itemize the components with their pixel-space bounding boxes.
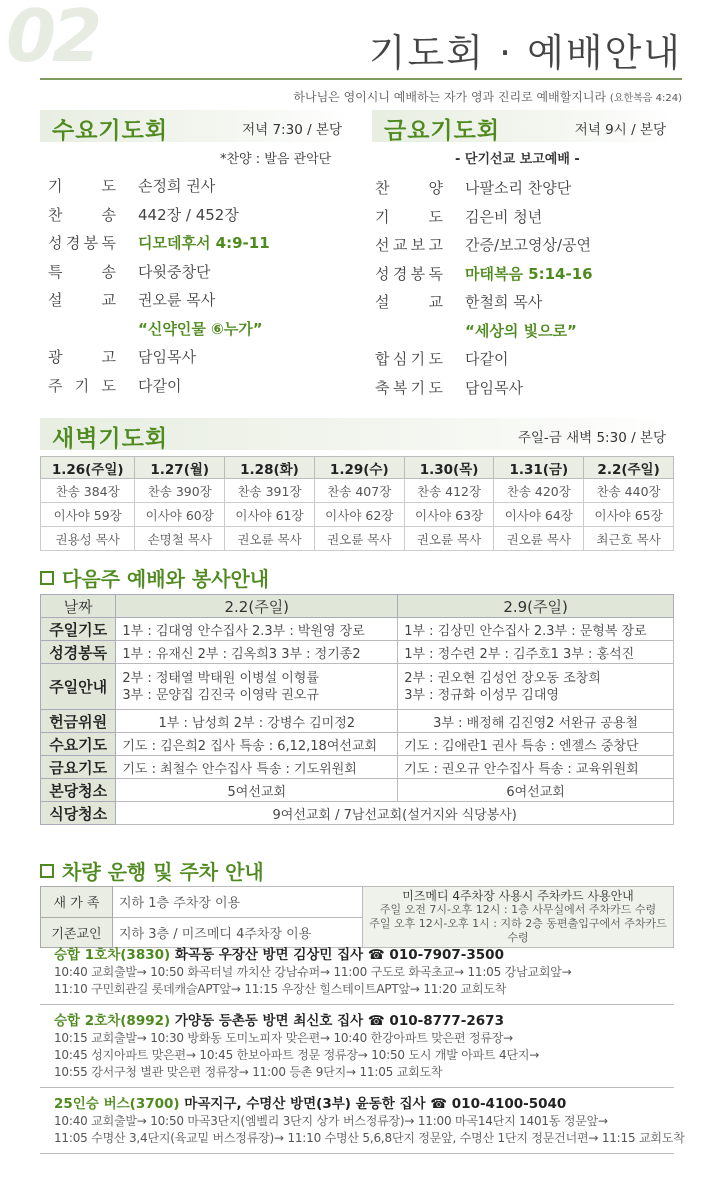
dawn-cell: 찬송 440장 <box>584 479 674 503</box>
order-row <box>375 177 675 201</box>
order-value: 김은비 청년 <box>465 207 543 226</box>
wednesday-title: 수요기도회 <box>52 118 169 144</box>
friday-title: 금요기도회 <box>384 118 501 144</box>
row-label: 헌금위원 <box>41 710 116 733</box>
cell: 1부 : 김상민 안수집사 2.3부 : 문형복 장로 <box>398 618 674 641</box>
cell: 기도 : 김애란1 권사 특송 : 엔젤스 중창단 <box>398 733 674 756</box>
bus-name: 승합 2호차(8992) <box>54 1013 171 1029</box>
order-row <box>48 175 348 199</box>
friday-note: - 단기선교 보고예배 - <box>455 152 580 167</box>
order-value: 담임목사 <box>138 348 196 366</box>
bus-stop-line: 10:55 강서구청 별관 맞은편 정류장→ 11:00 등촌 9단지→ 11:05 교회도착 <box>54 1065 443 1079</box>
order-value: 담임목사 <box>465 378 523 397</box>
table-row <box>41 802 674 825</box>
cell: 5여선교회 <box>116 779 398 802</box>
order-label: 찬 양 <box>375 179 443 197</box>
dawn-cell: 권오륜 목사 <box>404 527 494 551</box>
bus-route-header <box>54 1092 566 1112</box>
order-value: 다같이 <box>465 350 509 368</box>
order-label: 성 경 봉 독 <box>48 234 116 252</box>
bus-stop-line: 10:40 교회출발→ 10:50 마곡3단지(엠벨리 3단지 상가 버스정류장)→ 11:00 마곡14단지 1401동 정문앞→ <box>54 1114 608 1128</box>
dawn-cell: 이사야 62장 <box>314 503 404 527</box>
date-header-1: 2.2(주일) <box>116 595 398 618</box>
row-label: 수요기도 <box>41 733 116 756</box>
table-row <box>41 733 674 756</box>
order-value: 간증/보고영상/공연 <box>465 236 592 254</box>
bus-route-area: 화곡동 우장산 방면 <box>170 947 294 963</box>
checkbox-square-icon <box>40 571 54 585</box>
page-title: 기도회 · 예배안내 <box>368 31 682 75</box>
dawn-cell: 손명철 목사 <box>135 527 225 551</box>
wednesday-section-header <box>40 110 350 142</box>
table-row <box>41 641 674 664</box>
table-row <box>41 618 674 641</box>
order-row <box>48 346 348 370</box>
dawn-cell: 찬송 420장 <box>494 479 584 503</box>
bus-route-block <box>40 1092 685 1154</box>
order-row <box>375 263 675 287</box>
order-row <box>375 348 675 372</box>
dawn-title: 새벽기도회 <box>52 426 169 452</box>
bus-route-header <box>54 943 504 963</box>
row-label: 주일안내 <box>41 664 116 710</box>
dawn-cell: 이사야 61장 <box>225 503 315 527</box>
order-row <box>375 320 675 344</box>
bus-driver-contact: 김상민 집사 ☎ 010-7907-3500 <box>293 947 504 963</box>
row-label: 성경봉독 <box>41 641 116 664</box>
order-value: 한철희 목사 <box>465 293 543 311</box>
order-value: 손정희 권사 <box>138 177 216 195</box>
cell: 3부 : 배정해 김진영2 서완규 공용철 <box>398 710 674 733</box>
parking-heading: 차량 운행 및 주차 안내 <box>40 856 264 885</box>
date-header-2: 2.9(주일) <box>398 595 674 618</box>
order-value: “신약인물 ⑥누가” <box>138 319 263 338</box>
dawn-cell: 이사야 63장 <box>404 503 494 527</box>
dawn-cell: 이사야 64장 <box>494 503 584 527</box>
order-row <box>375 234 675 258</box>
order-value: 권오륜 목사 <box>138 291 216 309</box>
bus-stop-line: 10:45 성지아파트 맞은편→ 10:45 한보아파트 정문 정류장→ 10:50 도시 개발 아파트 4단지→ <box>54 1048 540 1062</box>
order-value: 나팔소리 찬양단 <box>465 179 572 197</box>
cell: 2부 : 정태열 박태원 이병설 이형률 3부 : 문양집 김진국 이영락 권오규 <box>116 664 398 710</box>
title-rule <box>40 78 682 80</box>
dawn-cell: 이사야 65장 <box>584 503 674 527</box>
order-row <box>48 375 348 399</box>
dawn-cell: 찬송 412장 <box>404 479 494 503</box>
cell: 기도 : 최철수 안수집사 특송 : 기도위원회 <box>116 756 398 779</box>
dawn-date-header: 1.31(금) <box>494 457 584 479</box>
page-number: 02 <box>6 0 99 78</box>
bus-route-area: 가양동 등촌동 방면 <box>170 1013 294 1029</box>
order-value: 디모데후서 4:9-11 <box>138 234 270 252</box>
table-row <box>41 779 674 802</box>
table-row <box>41 710 674 733</box>
order-value: 다윗중창단 <box>138 262 211 281</box>
order-label: 성 경 봉 독 <box>375 264 443 283</box>
row-label: 본당청소 <box>41 779 116 802</box>
order-value: 442장 / 452장 <box>138 205 239 224</box>
bus-route-header <box>54 1009 504 1029</box>
cell: 기도 : 권오규 안수집사 특송 : 교육위원회 <box>398 756 674 779</box>
dawn-cell: 찬송 407장 <box>314 479 404 503</box>
dawn-cell: 이사야 59장 <box>41 503 135 527</box>
dawn-cell: 권오륜 목사 <box>225 527 315 551</box>
service-table <box>40 594 674 825</box>
bus-driver-contact: 윤동한 집사 ☎ 010-4100-5040 <box>355 1096 567 1112</box>
cell: 1부 : 김대영 안수집사 2.3부 : 박원영 장로 <box>116 618 398 641</box>
cell: 6여선교회 <box>398 779 674 802</box>
scripture-reference: (요한복음 4:24) <box>609 93 682 104</box>
checkbox-square-icon <box>40 864 54 878</box>
cell: 9여선교회 / 7남선교회(설거지와 식당봉사) <box>116 802 674 825</box>
row-label: 식당청소 <box>41 802 116 825</box>
order-row <box>48 318 348 342</box>
row-label: 주일기도 <box>41 618 116 641</box>
bus-stop-line: 11:05 수명산 3,4단지(육교밑 버스정류장)→ 11:10 수명산 5,6,8단지 정문앞, 수명산 1단지 정문건너편→ 11:15 교회도착 <box>54 1131 685 1145</box>
wednesday-time: 저녁 7:30 / 본당 <box>242 122 342 138</box>
dawn-cell: 찬송 391장 <box>225 479 315 503</box>
bus-stop-line: 10:40 교회출발→ 10:50 화곡터널 까치산 강남슈퍼→ 11:00 구도로 화곡초교→ 11:05 강남교회앞→ <box>54 965 572 979</box>
date-column-header: 날짜 <box>41 595 116 618</box>
order-label: 기 도 <box>375 207 443 226</box>
dawn-cell: 권오륜 목사 <box>494 527 584 551</box>
order-label: 주 기 도 <box>48 376 116 395</box>
dawn-cell: 찬송 390장 <box>135 479 225 503</box>
order-label: 설 교 <box>48 291 116 309</box>
dawn-date-header: 1.30(목) <box>404 457 494 479</box>
order-value: “세상의 빛으로” <box>465 321 577 340</box>
order-label: 특 송 <box>48 262 116 281</box>
order-row <box>375 291 675 315</box>
dawn-date-header: 1.28(화) <box>225 457 315 479</box>
row-label: 금요기도 <box>41 756 116 779</box>
cell: 2부 : 권오현 김성언 장오동 조창희 3부 : 정규화 이성무 김대영 <box>398 664 674 710</box>
order-row <box>375 206 675 230</box>
friday-section-header <box>372 110 674 142</box>
wednesday-note: *찬양 : 발음 관악단 <box>220 152 332 167</box>
service-heading: 다음주 예배와 봉사안내 <box>40 563 269 592</box>
new-family-label: 새 가 족 <box>41 887 113 918</box>
order-row <box>48 289 348 313</box>
order-label: 찬 송 <box>48 205 116 224</box>
dawn-date-header: 1.27(월) <box>135 457 225 479</box>
table-row <box>41 664 674 710</box>
new-family-parking: 지하 1층 주차장 이용 <box>113 887 363 918</box>
bus-name: 승합 1호차(3830) <box>54 947 171 963</box>
bus-driver-contact: 최신호 집사 ☎ 010-8777-2673 <box>293 1013 504 1029</box>
scripture-verse: 하나님은 영이시니 예배하는 자가 영과 진리로 예배할지니라 (요한복음 4:24) <box>293 90 682 104</box>
order-row <box>48 261 348 285</box>
order-value: 다같이 <box>138 376 182 395</box>
bus-stop-line: 11:10 구민회관길 롯데캐슬APT앞→ 11:15 우장산 힐스테이트APT앞→ 11:20 교회도착 <box>54 982 507 996</box>
dawn-cell: 찬송 384장 <box>41 479 135 503</box>
cell: 기도 : 김은희2 집사 특송 : 6,12,18여선교회 <box>116 733 398 756</box>
dawn-time: 주일-금 새벽 5:30 / 본당 <box>517 430 666 446</box>
order-label: 선 교 보 고 <box>375 236 443 254</box>
parking-table <box>40 886 674 948</box>
existing-member-label: 기존교인 <box>41 917 113 948</box>
table-row <box>41 756 674 779</box>
dawn-cell: 최근호 목사 <box>584 527 674 551</box>
dawn-schedule-table <box>40 456 674 551</box>
dawn-date-header: 2.2(주일) <box>584 457 674 479</box>
dawn-cell: 권오륜 목사 <box>314 527 404 551</box>
order-label: 설 교 <box>375 293 443 311</box>
dawn-section-header <box>40 418 674 450</box>
cell: 1부 : 유재신 2부 : 김옥희3 3부 : 정기종2 <box>116 641 398 664</box>
friday-time: 저녁 9시 / 본당 <box>574 122 666 138</box>
dawn-cell: 권용성 목사 <box>41 527 135 551</box>
parking-card-info: 미즈메디 4주차장 사용시 주차카드 사용안내 주일 오전 7시-오후 12시 : 1층 사무실에서 주차카드 수령 주일 오후 12시-오후 1시 : 지하 2층 동편출입구에서 주차카드 수령 <box>363 887 674 948</box>
dawn-date-header: 1.26(주일) <box>41 457 135 479</box>
order-label: 광 고 <box>48 348 116 366</box>
order-value: 마태복음 5:14-16 <box>465 264 593 283</box>
order-label: 합 심 기 도 <box>375 350 443 368</box>
bus-route-area: 마곡지구, 수명산 방면(3부) <box>179 1096 356 1112</box>
dawn-date-header: 1.29(수) <box>314 457 404 479</box>
bus-name: 25인승 버스(3700) <box>54 1096 180 1112</box>
order-row <box>48 232 348 256</box>
dawn-cell: 이사야 60장 <box>135 503 225 527</box>
order-row <box>375 377 675 401</box>
existing-member-parking: 지하 3층 / 미즈메디 4주차장 이용 <box>113 917 363 948</box>
order-row <box>48 204 348 228</box>
bus-route-block <box>40 943 674 1005</box>
cell: 1부 : 정수련 2부 : 김주호1 3부 : 홍석진 <box>398 641 674 664</box>
order-label: 축 복 기 도 <box>375 378 443 397</box>
cell: 1부 : 남성희 2부 : 강병수 김미정2 <box>116 710 398 733</box>
bus-stop-line: 10:15 교회출발→ 10:30 방화동 도미노피자 맞은편→ 10:40 한강아파트 맞은편 정류장→ <box>54 1031 514 1045</box>
bus-route-block <box>40 1009 674 1088</box>
order-label: 기 도 <box>48 177 116 195</box>
